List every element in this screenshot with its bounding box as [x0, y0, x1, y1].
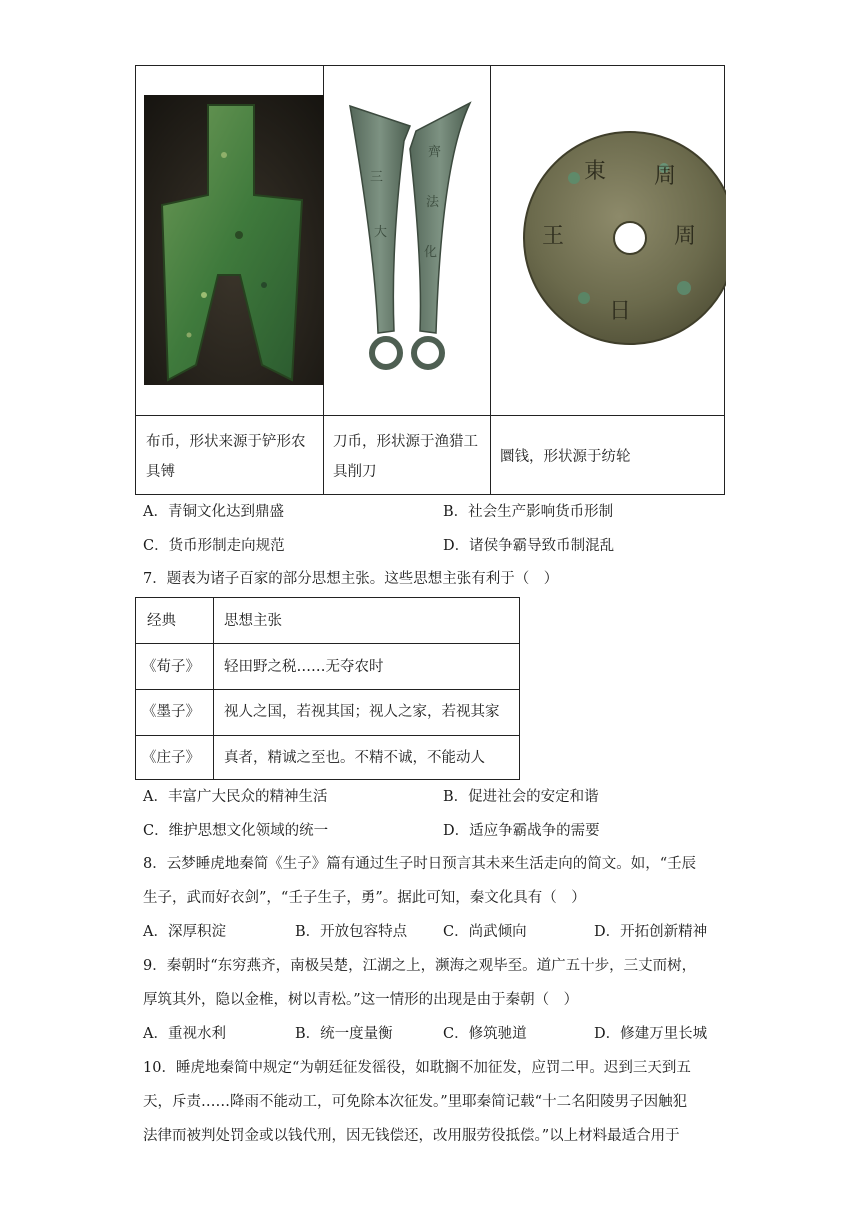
table-divider [490, 66, 491, 494]
q6-option-a[interactable]: A．青铜文化达到鼎盛 [143, 504, 284, 520]
table-row-idea: 真者，精诚之至也。不精不诚，不能动人 [224, 750, 485, 766]
svg-text:東: 東 [584, 159, 607, 184]
q7-option-d[interactable]: D．适应争霸战争的需要 [443, 823, 600, 839]
q9-option-b[interactable]: B．统一度量衡 [295, 1026, 393, 1042]
knife-coin-icon [332, 101, 482, 371]
q9-option-a[interactable]: A．重视水利 [143, 1026, 226, 1042]
svg-text:大: 大 [374, 225, 388, 240]
svg-text:周: 周 [654, 164, 677, 189]
svg-text:齊: 齊 [428, 145, 442, 160]
q7-stem: 7．题表为诸子百家的部分思想主张。这些思想主张有利于（ ） [143, 571, 559, 587]
table-divider [136, 643, 519, 644]
q10-stem-line3: 法律而被判处罚金或以钱代刑，因无钱偿还，改用服劳役抵偿。”以上材料最适合用于 [143, 1128, 680, 1144]
svg-text:化: 化 [424, 245, 438, 260]
table-row-idea: 视人之国，若视其国；视人之家，若视其家 [224, 704, 500, 720]
table-header-idea: 思想主张 [224, 613, 282, 629]
table-row-book: 《墨子》 [142, 704, 200, 720]
table-divider [136, 689, 519, 690]
q10-stem-line1: 10．睡虎地秦简中规定“为朝廷征发徭役，如耽搁不加征发，应罚二甲。迟到三天到五 [143, 1060, 691, 1076]
svg-text:王: 王 [542, 224, 565, 249]
svg-text:日: 日 [609, 299, 632, 324]
q9-stem-line1: 9．秦朝时“东穷燕齐，南极吴楚，江湖之上，濒海之观毕至。道广五十步，三丈而树， [143, 958, 697, 974]
table-row-book: 《庄子》 [142, 750, 200, 766]
q10-stem-line2: 天，斥责……降雨不能动工，可免除本次征发。”里耶秦简记载“十二名阳陵男子因触犯 [143, 1094, 688, 1110]
caption-knife-line2: 具削刀 [333, 464, 377, 480]
q6-option-d[interactable]: D．诸侯争霸导致币制混乱 [443, 538, 615, 554]
thinkers-table [135, 597, 520, 780]
q8-option-c[interactable]: C．尚武倾向 [443, 924, 527, 940]
q8-option-d[interactable]: D．开拓创新精神 [594, 924, 708, 940]
table-row-idea: 轻田野之税……无夺农时 [224, 659, 384, 675]
table-divider [136, 415, 724, 416]
q7-option-b[interactable]: B．促进社会的安定和谐 [443, 789, 599, 805]
round-coin-image [514, 128, 726, 348]
q8-option-a[interactable]: A．深厚积淀 [143, 924, 226, 940]
table-header-book: 经典 [147, 613, 176, 629]
caption-spade-line2: 具镈 [146, 464, 175, 480]
spade-coin-icon [144, 95, 324, 385]
q8-stem-line1: 8．云梦睡虎地秦简《生子》篇有通过生子时日预言其未来生活走向的简文。如，“壬辰 [143, 856, 697, 872]
q7-option-a[interactable]: A．丰富广大民众的精神生活 [143, 789, 328, 805]
knife-coin-image [332, 101, 482, 371]
q9-option-d[interactable]: D．修建万里长城 [594, 1026, 708, 1042]
coin-table [135, 65, 725, 495]
q9-stem-line2: 厚筑其外，隐以金椎，树以青松。”这一情形的出现是由于秦朝（ ） [143, 992, 579, 1008]
caption-spade-line1: 布币，形状来源于铲形农 [146, 434, 306, 450]
q8-option-b[interactable]: B．开放包容特点 [295, 924, 408, 940]
q8-stem-line2: 生子，武而好衣剑”，“壬子生子，勇”。据此可知，秦文化具有（ ） [143, 890, 586, 906]
q9-option-c[interactable]: C．修筑驰道 [443, 1026, 527, 1042]
caption-round: 圜钱，形状源于纺轮 [500, 449, 631, 465]
round-coin-icon [514, 128, 726, 348]
q6-option-b[interactable]: B．社会生产影响货币形制 [443, 504, 614, 520]
svg-text:三: 三 [370, 170, 384, 185]
q7-option-c[interactable]: C．维护思想文化领域的统一 [143, 823, 329, 839]
table-divider [136, 735, 519, 736]
spade-coin-image [144, 95, 324, 385]
svg-text:法: 法 [426, 195, 440, 210]
q6-option-c[interactable]: C．货币形制走向规范 [143, 538, 285, 554]
table-row-book: 《荀子》 [142, 659, 200, 675]
svg-text:周: 周 [674, 224, 697, 249]
caption-knife-line1: 刀币，形状源于渔猎工 [333, 434, 478, 450]
